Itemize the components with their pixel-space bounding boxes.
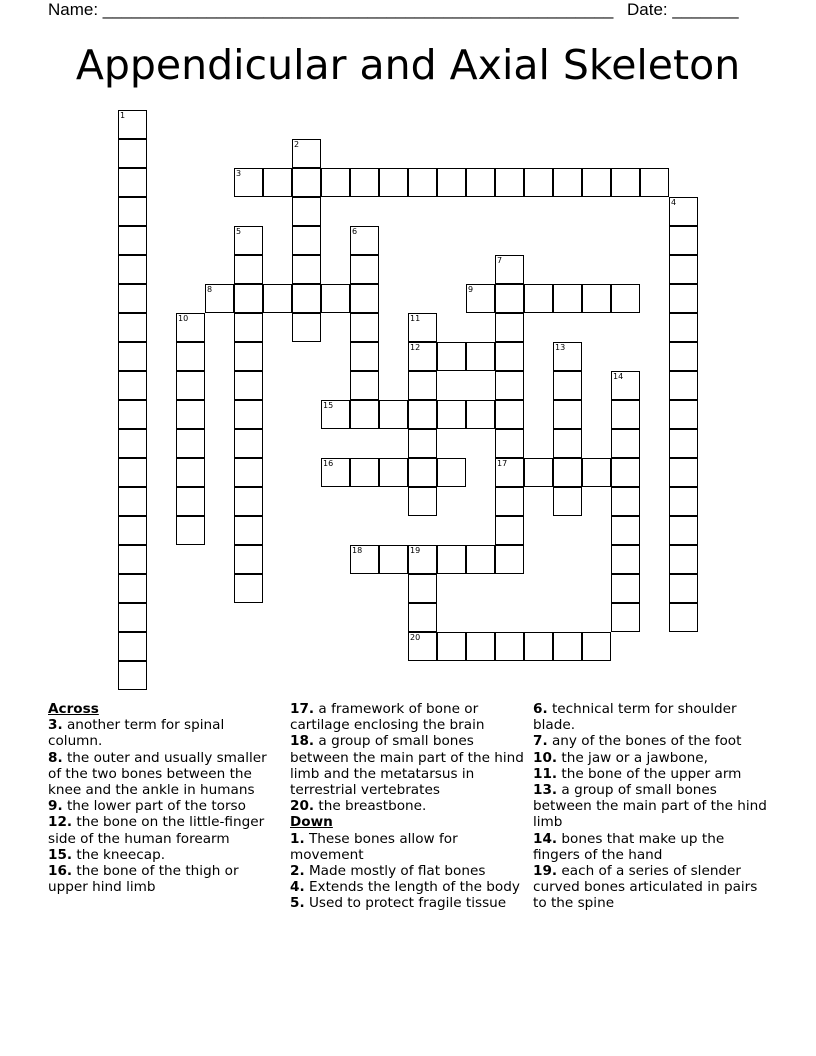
crossword-cell[interactable] (669, 516, 698, 545)
crossword-cell[interactable] (292, 313, 321, 342)
crossword-cell[interactable] (379, 458, 408, 487)
crossword-cell[interactable] (263, 284, 292, 313)
crossword-cell[interactable] (118, 255, 147, 284)
crossword-cell[interactable] (292, 226, 321, 255)
clue-down-7: 7. any of the bones of the foot (533, 733, 742, 750)
crossword-cell[interactable] (176, 313, 205, 342)
crossword-cell[interactable] (234, 342, 263, 371)
crossword-cell[interactable] (292, 139, 321, 168)
crossword-cell[interactable] (118, 371, 147, 400)
clue-number: 14 (613, 372, 624, 381)
crossword-cell[interactable] (118, 603, 147, 632)
crossword-cell[interactable] (669, 371, 698, 400)
clue-number: 1 (120, 111, 126, 120)
clue-across-8: 8. the outer and usually smaller of the two bones between the knee and the ankle in humans (48, 749, 267, 799)
crossword-cell[interactable] (321, 400, 350, 429)
page-title: Appendicular and Axial Skeleton (75, 41, 741, 89)
crossword-cell[interactable] (234, 487, 263, 516)
crossword-cell[interactable] (321, 168, 350, 197)
crossword-cell[interactable] (408, 603, 437, 632)
clue-across-16: 16. the bone of the thigh or upper hind limb (48, 863, 239, 896)
crossword-cell[interactable] (495, 429, 524, 458)
clue-across-15: 15. the kneecap. (48, 846, 166, 863)
clue-across-12: 12. the bone on the little-finger side of the human forearm (48, 814, 265, 847)
clue-across-20: 20. the breastbone. (290, 798, 427, 815)
clue-number: 16 (323, 459, 334, 468)
crossword-cell[interactable] (466, 284, 495, 313)
across-heading: Across (48, 701, 99, 717)
clue-number: 12 (410, 343, 421, 352)
crossword-cell[interactable] (234, 516, 263, 545)
crossword-cell[interactable] (234, 429, 263, 458)
clue-down-13: 13. a group of small bones between the main part of the hind limb (533, 782, 767, 831)
crossword-cell[interactable] (669, 197, 698, 226)
crossword-cell[interactable] (466, 632, 495, 661)
crossword-cell[interactable] (582, 458, 611, 487)
crossword-cell[interactable] (437, 400, 466, 429)
crossword-cell[interactable] (176, 516, 205, 545)
clue-down-5: 5. Used to protect fragile tissue (290, 895, 507, 912)
crossword-cell[interactable] (553, 458, 582, 487)
crossword-cell[interactable] (379, 168, 408, 197)
crossword-cell[interactable] (553, 284, 582, 313)
crossword-cell[interactable] (176, 429, 205, 458)
crossword-cell[interactable] (408, 429, 437, 458)
crossword-cell[interactable] (350, 400, 379, 429)
crossword-cell[interactable] (553, 400, 582, 429)
crossword-cell[interactable] (611, 545, 640, 574)
clue-number: 18 (352, 546, 363, 555)
clue-number: 19 (410, 546, 421, 555)
crossword-cell[interactable] (524, 458, 553, 487)
crossword-cell[interactable] (118, 516, 147, 545)
crossword-cell[interactable] (350, 284, 379, 313)
crossword-cell[interactable] (408, 342, 437, 371)
clue-number: 13 (555, 343, 566, 352)
crossword-cell[interactable] (408, 487, 437, 516)
crossword-cell[interactable] (669, 458, 698, 487)
clue-number: 11 (410, 314, 421, 323)
crossword-cell[interactable] (495, 545, 524, 574)
crossword-cell[interactable] (118, 458, 147, 487)
clue-number: 6 (352, 227, 358, 236)
crossword-cell[interactable] (495, 516, 524, 545)
crossword-cell[interactable] (408, 371, 437, 400)
clue-across-3: 3. another term for spinal column. (48, 717, 225, 750)
crossword-cell[interactable] (495, 458, 524, 487)
crossword-cell[interactable] (669, 487, 698, 516)
crossword-cell[interactable] (495, 255, 524, 284)
crossword-cell[interactable] (408, 400, 437, 429)
crossword-cell[interactable] (669, 545, 698, 574)
crossword-cell[interactable] (611, 429, 640, 458)
crossword-cell[interactable] (234, 284, 263, 313)
crossword-cell[interactable] (495, 168, 524, 197)
clue-number: 20 (410, 633, 421, 642)
crossword-cell[interactable] (118, 168, 147, 197)
crossword-cell[interactable] (466, 400, 495, 429)
crossword-cell[interactable] (553, 632, 582, 661)
crossword-cell[interactable] (234, 400, 263, 429)
clue-across-17: 17. a framework of bone or cartilage enclosing the brain (290, 701, 485, 734)
crossword-cell[interactable] (582, 284, 611, 313)
down-heading: Down (290, 814, 333, 831)
clue-number: 15 (323, 401, 334, 410)
crossword-cell[interactable] (118, 110, 147, 139)
crossword-cell[interactable] (669, 603, 698, 632)
crossword-cell[interactable] (408, 458, 437, 487)
crossword-cell[interactable] (292, 255, 321, 284)
crossword-cell[interactable] (176, 458, 205, 487)
crossword-cell[interactable] (234, 371, 263, 400)
clue-down-10: 10. the jaw or a jawbone, (533, 749, 708, 766)
crossword-cell[interactable] (379, 400, 408, 429)
crossword-cell[interactable] (669, 574, 698, 603)
clue-number: 4 (671, 198, 677, 207)
crossword-cell[interactable] (292, 168, 321, 197)
crossword-cell[interactable] (118, 226, 147, 255)
crossword-cell[interactable] (118, 574, 147, 603)
crossword-cell[interactable] (350, 371, 379, 400)
crossword-cell[interactable] (263, 168, 292, 197)
crossword-cell[interactable] (118, 139, 147, 168)
crossword-cell[interactable] (495, 313, 524, 342)
crossword-cell[interactable] (524, 284, 553, 313)
crossword-cell[interactable] (118, 284, 147, 313)
clue-number: 3 (236, 169, 242, 178)
crossword-cell[interactable] (321, 284, 350, 313)
crossword-cell[interactable] (118, 342, 147, 371)
clue-number: 17 (497, 459, 508, 468)
crossword-cell[interactable] (234, 574, 263, 603)
crossword-cell[interactable] (669, 226, 698, 255)
crossword-cell[interactable] (611, 458, 640, 487)
crossword-cell[interactable] (437, 458, 466, 487)
crossword-cell[interactable] (176, 342, 205, 371)
crossword-cell[interactable] (437, 632, 466, 661)
clue-down-14: 14. bones that make up the fingers of the hand (533, 830, 725, 863)
crossword-cell[interactable] (495, 342, 524, 371)
clue-down-6: 6. technical term for shoulder blade. (533, 701, 737, 734)
clue-across-18: 18. a group of small bones between the main part of the hind limb and the metatarsus in terrestrial vertebrates (290, 733, 524, 799)
crossword-cell[interactable] (611, 168, 640, 197)
crossword-cell[interactable] (350, 168, 379, 197)
crossword-cell[interactable] (234, 255, 263, 284)
crossword-cell[interactable] (611, 603, 640, 632)
crossword-cell[interactable] (292, 284, 321, 313)
crossword-cell[interactable] (553, 429, 582, 458)
clues-column-1 (48, 701, 278, 895)
crossword-cell[interactable] (118, 487, 147, 516)
crossword-cell[interactable] (350, 313, 379, 342)
clue-across-9: 9. the lower part of the torso (48, 798, 246, 815)
crossword-cell[interactable] (234, 313, 263, 342)
crossword-cell[interactable] (234, 545, 263, 574)
crossword-cell[interactable] (176, 371, 205, 400)
crossword-cell[interactable] (350, 545, 379, 574)
clue-down-1: 1. These bones allow for movement (290, 830, 458, 863)
crossword-cell[interactable] (408, 545, 437, 574)
crossword-cell[interactable] (611, 574, 640, 603)
clue-number: 8 (207, 285, 213, 294)
crossword-cell[interactable] (495, 400, 524, 429)
crossword-cell[interactable] (669, 429, 698, 458)
crossword-cell[interactable] (466, 545, 495, 574)
crossword-cell[interactable] (118, 313, 147, 342)
clue-down-4: 4. Extends the length of the body (290, 879, 520, 896)
clues-column-3 (533, 701, 769, 912)
crossword-cell[interactable] (350, 226, 379, 255)
crossword-cell[interactable] (408, 313, 437, 342)
crossword-cell[interactable] (234, 458, 263, 487)
name-field-label: Name: ______________________________________________________ (48, 0, 614, 19)
crossword-cell[interactable] (437, 545, 466, 574)
crossword-cell[interactable] (524, 632, 553, 661)
crossword-cell[interactable] (669, 284, 698, 313)
crossword-cell[interactable] (466, 342, 495, 371)
crossword-cell[interactable] (118, 429, 147, 458)
crossword-cell[interactable] (495, 284, 524, 313)
crossword-cell[interactable] (582, 168, 611, 197)
crossword-cell[interactable] (495, 487, 524, 516)
clue-down-19: 19. each of a series of slender curved bones articulated in pairs to the spine (533, 863, 758, 912)
crossword-cell[interactable] (669, 255, 698, 284)
crossword-cell[interactable] (495, 632, 524, 661)
crossword-cell[interactable] (611, 371, 640, 400)
crossword-cell[interactable] (292, 197, 321, 226)
crossword-cell[interactable] (669, 400, 698, 429)
crossword-cell[interactable] (350, 255, 379, 284)
crossword-cell[interactable] (408, 168, 437, 197)
crossword-cell[interactable] (118, 197, 147, 226)
crossword-cell[interactable] (553, 371, 582, 400)
crossword-cell[interactable] (524, 168, 553, 197)
crossword-cell[interactable] (553, 487, 582, 516)
clue-number: 5 (236, 227, 242, 236)
crossword-cell[interactable] (118, 661, 147, 690)
clue-number: 2 (294, 140, 300, 149)
crossword-cell[interactable] (205, 284, 234, 313)
clue-number: 10 (178, 314, 189, 323)
crossword-cell[interactable] (495, 371, 524, 400)
clue-down-2: 2. Made mostly of flat bones (290, 863, 486, 880)
crossword-cell[interactable] (408, 632, 437, 661)
crossword-cell[interactable] (234, 168, 263, 197)
crossword-cell[interactable] (611, 284, 640, 313)
crossword-cell[interactable] (466, 168, 495, 197)
crossword-cell[interactable] (176, 400, 205, 429)
crossword-cell[interactable] (640, 168, 669, 197)
crossword-cell[interactable] (553, 168, 582, 197)
crossword-cell[interactable] (582, 632, 611, 661)
crossword-cell[interactable] (408, 574, 437, 603)
crossword-cell[interactable] (611, 400, 640, 429)
crossword-cell[interactable] (553, 342, 582, 371)
crossword-cell[interactable] (176, 487, 205, 516)
crossword-cell[interactable] (350, 342, 379, 371)
crossword-cell[interactable] (118, 545, 147, 574)
crossword-cell[interactable] (118, 400, 147, 429)
crossword-cell[interactable] (669, 342, 698, 371)
crossword-cell[interactable] (321, 458, 350, 487)
crossword-cell[interactable] (437, 342, 466, 371)
crossword-cell[interactable] (350, 458, 379, 487)
crossword-cell[interactable] (669, 313, 698, 342)
crossword-cell[interactable] (234, 226, 263, 255)
crossword-cell[interactable] (437, 168, 466, 197)
clue-number: 9 (468, 285, 474, 294)
clue-down-11: 11. the bone of the upper arm (533, 765, 742, 782)
crossword-cell[interactable] (118, 632, 147, 661)
crossword-cell[interactable] (611, 487, 640, 516)
crossword-cell[interactable] (611, 516, 640, 545)
clues-column-2 (290, 701, 530, 912)
crossword-cell[interactable] (379, 545, 408, 574)
clue-number: 7 (497, 256, 503, 265)
date-field-label: Date: _______ (627, 0, 739, 19)
